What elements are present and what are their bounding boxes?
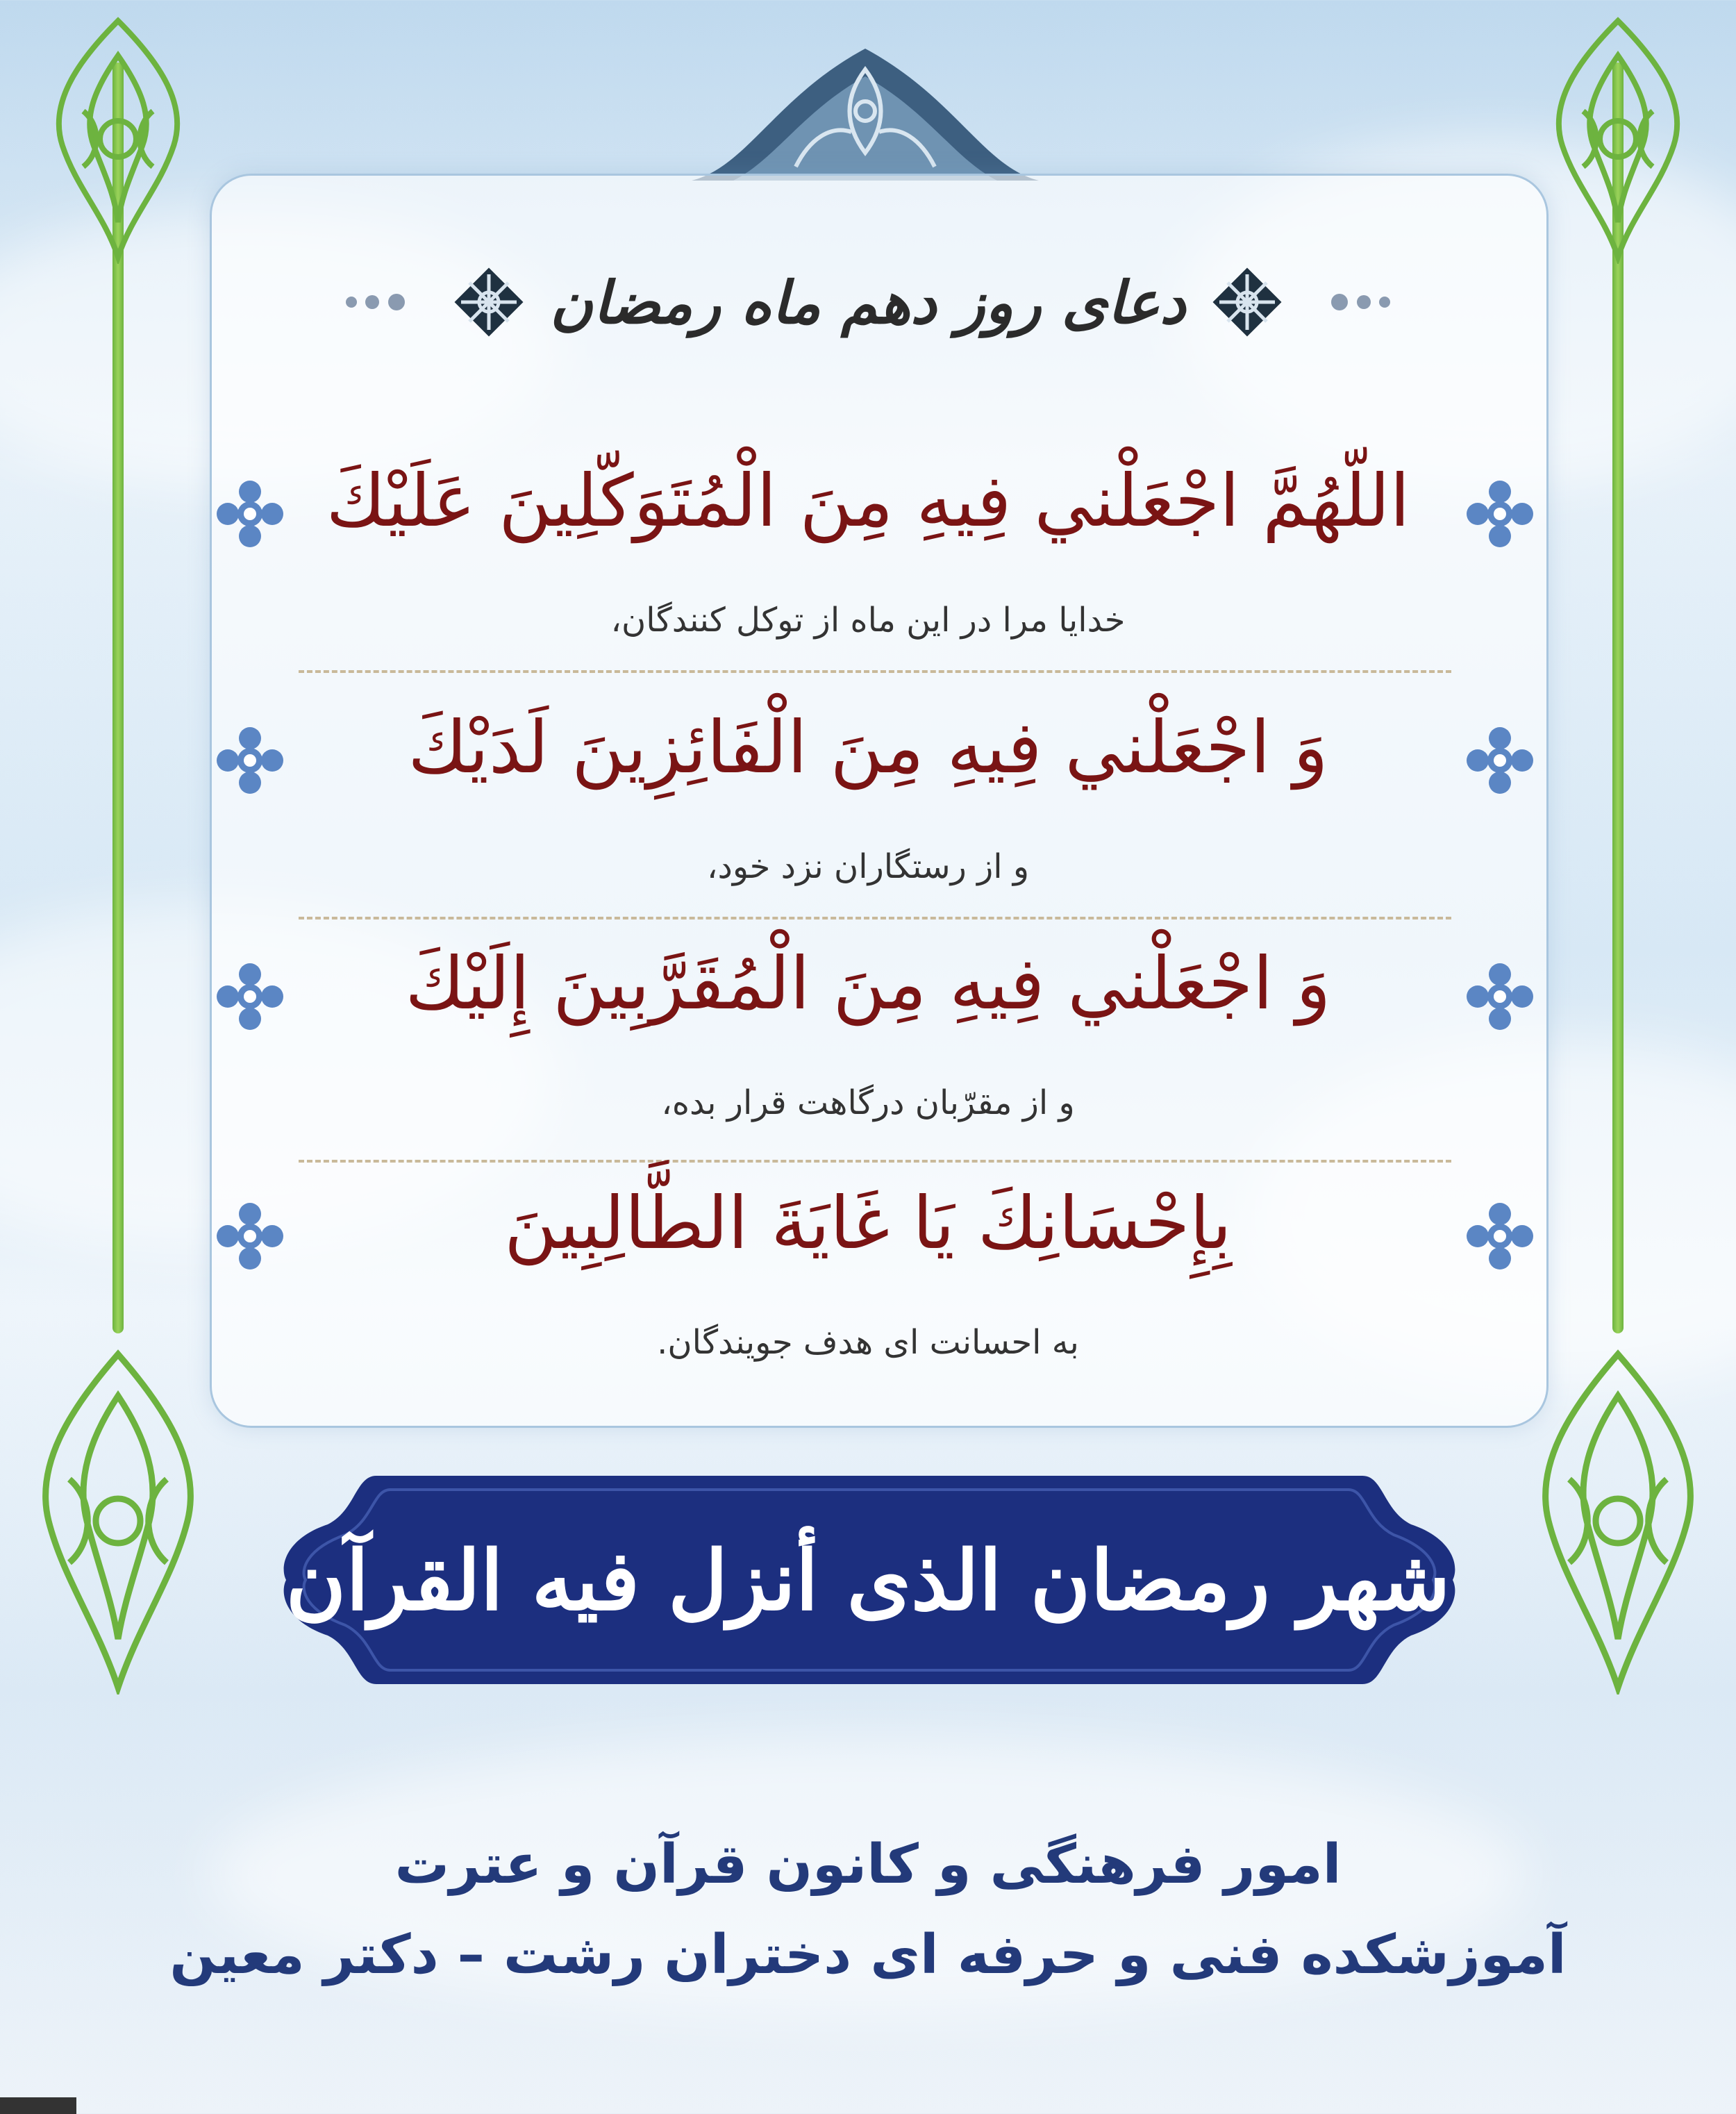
bullet-right-icon — [1465, 726, 1535, 795]
left-bottom-ornament-icon — [28, 1347, 208, 1695]
right-bottom-ornament-icon — [1528, 1347, 1708, 1695]
divider — [299, 670, 1451, 673]
star-ornament-left-icon — [447, 260, 531, 344]
dots-right-icon — [1308, 288, 1392, 316]
title-row — [0, 250, 1736, 354]
bullet-left-icon — [215, 1201, 285, 1271]
verse-arabic: وَ اجْعَلْني فِيهِ مِنَ الْمُقَرَّبِينَ إِلَيْكَ — [405, 941, 1331, 1026]
verse-translation: به احسانت ای هدف جویندگان. — [657, 1323, 1079, 1362]
divider — [299, 917, 1451, 919]
star-ornament-right-icon — [1205, 260, 1289, 344]
watermark-logo — [0, 2097, 76, 2114]
bullet-right-icon — [1465, 1201, 1535, 1271]
bullet-left-icon — [215, 726, 285, 795]
bullet-left-icon — [215, 962, 285, 1031]
left-top-ornament-icon — [35, 14, 201, 264]
verse-arabic: بِإِحْسَانِكَ يَا غَايَةَ الطَّالِبِينَ — [504, 1181, 1232, 1265]
footer-line-2: آموزشکده فنی و حرفه ای دختران رشت – دکتر معین — [169, 1924, 1567, 1986]
verse-translation: خدایا مرا در این ماه از توکل کنندگان، — [610, 601, 1126, 640]
footer-line-1: امور فرهنگی و کانون قرآن و عترت — [394, 1833, 1342, 1896]
dome-ornament-icon — [692, 42, 1039, 181]
verse-translation: و از رستگاران نزد خود، — [706, 847, 1030, 886]
verse-translation: و از مقرّبان درگاهت قرار بده، — [661, 1083, 1075, 1122]
verse-arabic: وَ اجْعَلْني فِيهِ مِنَ الْفَائِزِينَ لَدَيْكَ — [408, 705, 1328, 790]
bullet-right-icon — [1465, 962, 1535, 1031]
divider — [299, 1160, 1451, 1163]
banner-calligraphy: شهر رمضان الذی أنزل فیه القرآن — [285, 1531, 1451, 1629]
right-top-ornament-icon — [1535, 14, 1701, 264]
page-title: دعای روز دهم ماه رمضان — [550, 267, 1186, 337]
verse-arabic: اللّهُمَّ اجْعَلْني فِيهِ مِنَ الْمُتَوَكّلِينَ عَلَيْكَ — [326, 458, 1410, 543]
bullet-left-icon — [215, 479, 285, 549]
dots-left-icon — [344, 288, 428, 316]
bullet-right-icon — [1465, 479, 1535, 549]
